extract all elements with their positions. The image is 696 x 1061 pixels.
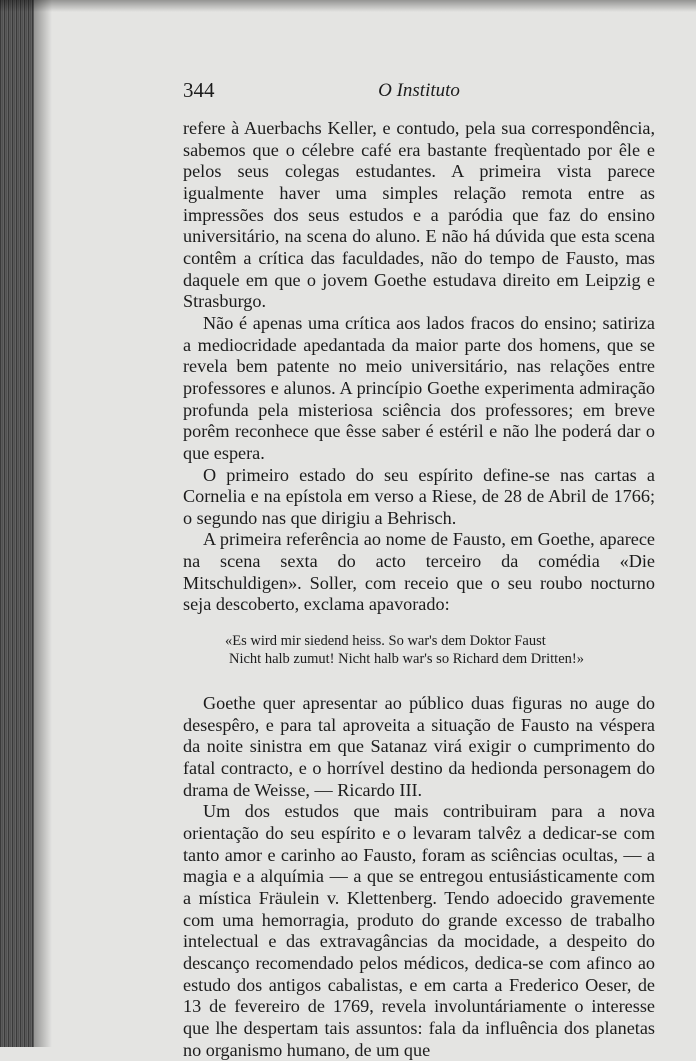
book-page-edge xyxy=(0,0,34,1047)
paragraph: refere à Auerbachs Keller, e contudo, pela sua correspondência, sabemos que o célebre café era bastante freqùentado por êle e pelos seus colegas estudantes. A primeira vista parece igualmente haver uma simples relação remota entre as impressões dos seus estudos e a paródia que faz do ensino universitário, na scena do aluno. E não há dúvida que esta scena contêm a crítica das faculdades, não do tempo de Fausto, mas daquele em que o jovem Goethe estudava direito em Leipzig e Strasburgo. xyxy=(183,118,655,312)
quote-line: «Es wird mir siedend heiss. So war's dem Doktor Faust xyxy=(225,633,546,650)
body-text xyxy=(183,118,655,1061)
verse-quote xyxy=(225,632,655,668)
top-edge-shadow xyxy=(0,0,696,12)
paragraph: A primeira referência ao nome de Fausto, em Goethe, aparece na scena sexta do acto terceiro da comédia «Die Mitschuldigen». Soller, com receio que o seu roubo nocturno seja descoberto, exclama apavorado: xyxy=(183,529,655,615)
page-number: 344 xyxy=(183,78,215,102)
gutter-shadow xyxy=(34,0,52,1047)
paragraph: Goethe quer apresentar ao público duas figuras no auge do desespêro, e para tal aproveita a situação de Fausto na véspera da noite sinistra em que Satanaz virá exigir o cumprimento do fatal contracto, e o horrível destino da hedionda personagem do drama de Weisse, — Ricardo III. xyxy=(183,693,655,800)
paragraph: O primeiro estado do seu espírito define-se nas cartas a Cornelia e na epístola em verso a Riese, de 28 de Abril de 1766; o segundo nas que dirigiu a Behrisch. xyxy=(183,464,655,528)
paragraph: Não é apenas uma crítica aos lados fracos do ensino; satiriza a mediocridade apedantada da maior parte dos homens, que se revela bem patente no meio universitário, nas relações entre professores e alunos. A princípio Goethe experimenta admiração profunda pela misteriosa sciência dos professores; em breve porêm reconhece que êsse saber é estéril e não lhe poderá dar o que espera. xyxy=(183,312,655,463)
running-title: O Instituto xyxy=(378,80,460,101)
page-header xyxy=(183,78,655,108)
quote-line: Nicht halb zumut! Nicht halb war's so Richard dem Dritten!» xyxy=(229,651,584,668)
paragraph: Um dos estudos que mais contribuiram para a nova orientação do seu espírito e o levaram talvêz a dedicar-se com tanto amor e carinho ao Fausto, foram as sciências ocultas, — a magia e a alquímia — a que se entregou entusiásticamente com a mística Fräulein v. Klettenberg. Tendo adoecido gravemente com uma hemorragia, produto do grande excesso de trabalho intelectual e das extravagâncias da mocidade, a despeito do descanço recomendado pelos médicos, dedica-se com afinco ao estudo dos antigos cabalistas, e em carta a Frederico Oeser, de 13 de fevereiro de 1769, revela involuntáriamente o interesse que lhe despertam tais assuntos: fala da influência dos planetas no organismo humano, de um que xyxy=(183,801,655,1060)
